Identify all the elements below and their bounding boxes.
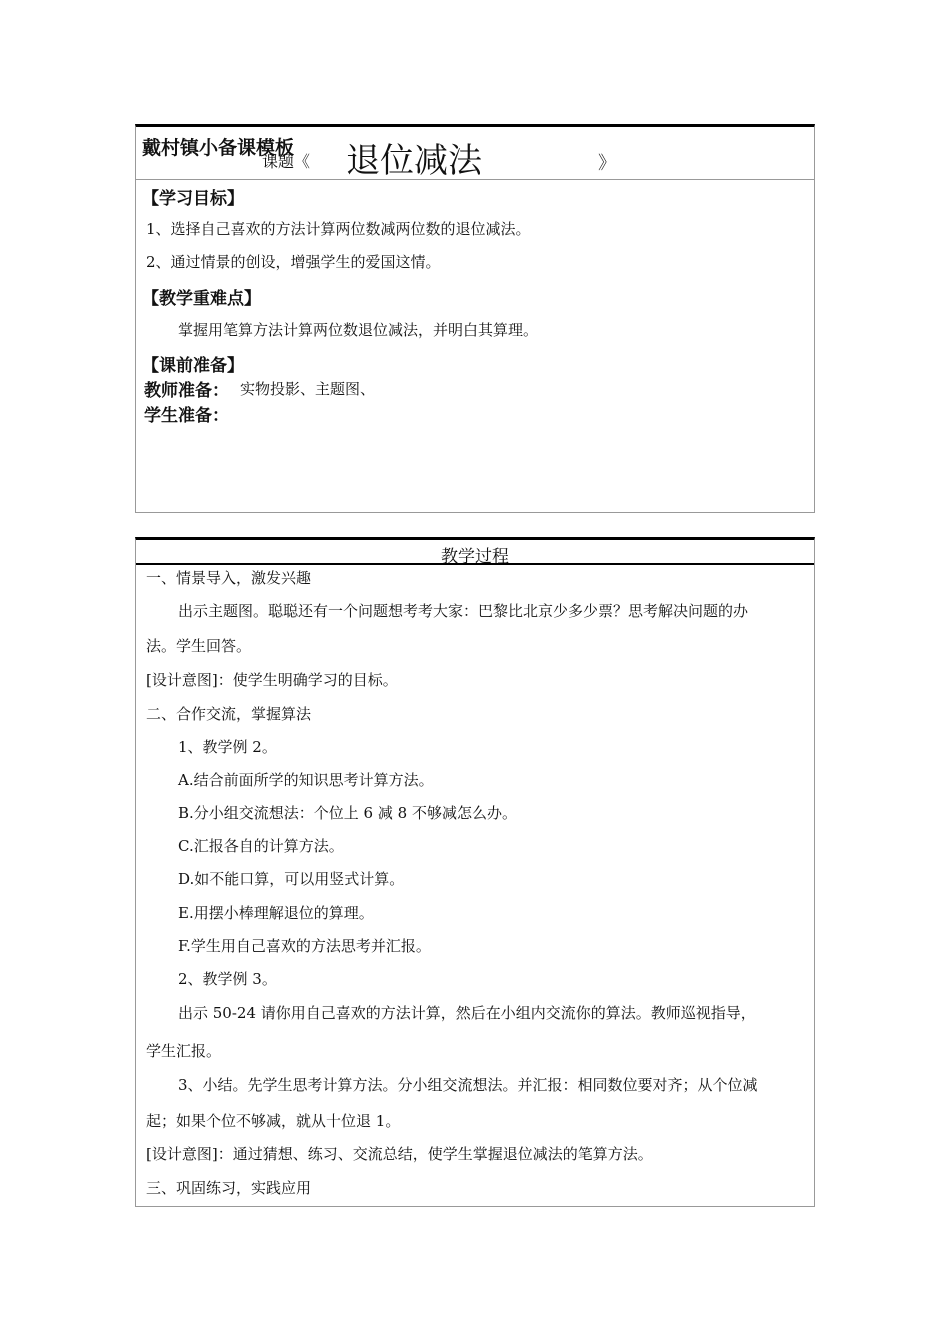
process-line: F.学生用自己喜欢的方法思考并汇报。 [178, 937, 431, 955]
process-line: B.分小组交流想法：个位上 6 减 8 不够减怎么办。 [178, 804, 517, 822]
lesson-info-box [135, 124, 815, 513]
teaching-process-box [135, 537, 815, 1207]
process-line: 起；如果个位不够减，就从十位退 1。 [146, 1112, 401, 1130]
process-line: 学生汇报。 [146, 1042, 222, 1060]
goal-item: 2、通过情景的创设，增强学生的爱国这情。 [146, 253, 441, 271]
key-points-text: 掌握用笔算方法计算两位数退位减法，并明白其算理。 [178, 321, 539, 339]
process-line: 1、教学例 2。 [178, 738, 277, 756]
process-line: E.用摆小棒理解退位的算理。 [178, 904, 374, 922]
teacher-prep-label: 教师准备： [144, 381, 229, 401]
design-intent-note: [设计意图]：通过猜想、练习、交流总结，使学生掌握退位减法的笔算方法。 [146, 1145, 653, 1163]
title-close-bracket: 》 [598, 153, 616, 174]
preparation-heading: 【课前准备】 [142, 356, 244, 376]
process-line: 三、巩固练习，实践应用 [146, 1179, 312, 1197]
process-line: 一、情景导入，激发兴趣 [146, 569, 312, 587]
lesson-title: 退位减法 [346, 141, 482, 181]
process-line: 出示 50-24 请你用自己喜欢的方法计算，然后在小组内交流你的算法。教师巡视指导， [178, 1004, 756, 1022]
process-title: 教学过程 [441, 547, 509, 567]
teacher-prep-value: 实物投影、主题图、 [240, 380, 376, 398]
process-line: 法。学生回答。 [146, 637, 252, 655]
key-points-heading: 【教学重难点】 [142, 289, 261, 309]
process-line: A.结合前面所学的知识思考计算方法。 [178, 771, 434, 789]
process-line: 出示主题图。聪聪还有一个问题想考考大家：巴黎比北京少多少票？思考解决问题的办 [178, 602, 749, 620]
design-intent-note: [设计意图]：使学生明确学习的目标。 [146, 671, 398, 689]
goals-heading: 【学习目标】 [142, 189, 244, 209]
header-divider [136, 179, 814, 180]
process-line: 二、合作交流，掌握算法 [146, 705, 312, 723]
course-label: 课题《 [262, 152, 311, 171]
process-line: D.如不能口算，可以用竖式计算。 [178, 870, 405, 888]
school-template-title: 戴村镇小备课模板 [142, 137, 295, 159]
goal-item: 1、选择自己喜欢的方法计算两位数减两位数的退位减法。 [146, 220, 531, 238]
process-divider [136, 563, 814, 565]
process-line: C.汇报各自的计算方法。 [178, 837, 344, 855]
process-line: 3、小结。先学生思考计算方法。分小组交流想法。并汇报：相同数位要对齐；从个位减 [178, 1076, 758, 1094]
process-line: 2、教学例 3。 [178, 970, 277, 988]
student-prep-label: 学生准备： [144, 406, 229, 426]
